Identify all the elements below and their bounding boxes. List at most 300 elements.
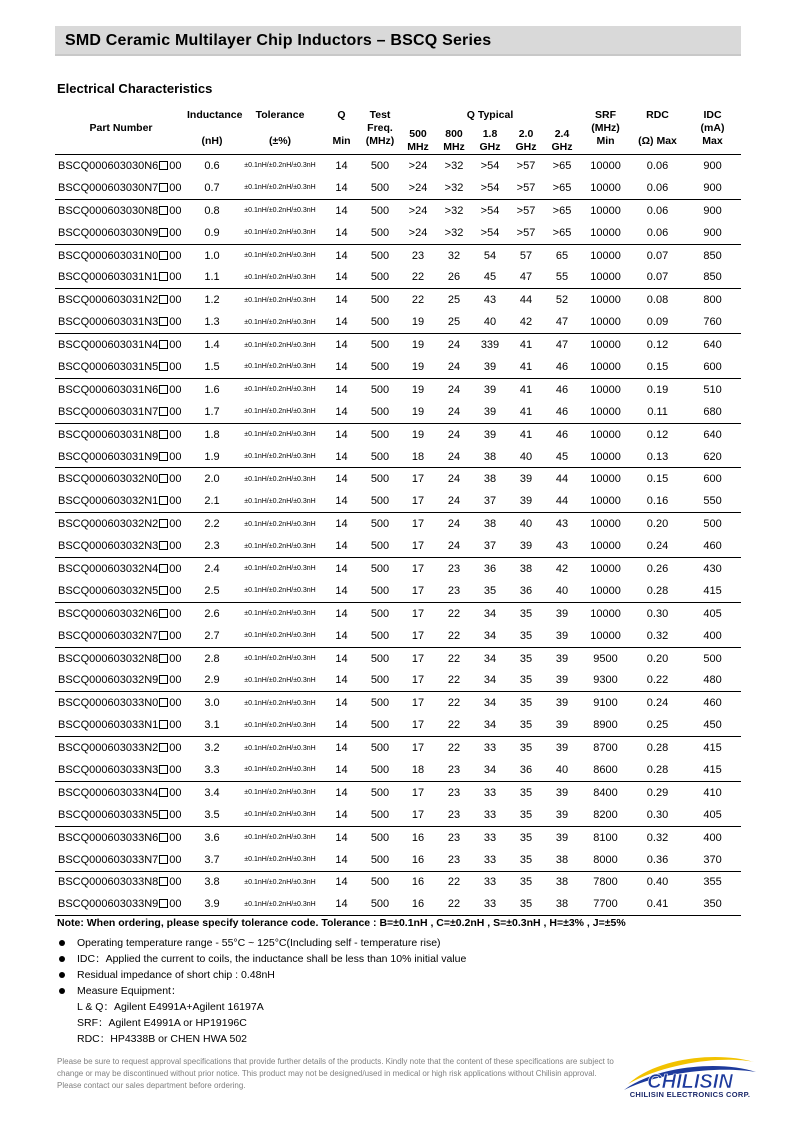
cell-q-500mhz: 17 <box>411 584 425 597</box>
cell-q-2-0ghz: 35 <box>519 697 533 710</box>
cell-q-800mhz: 26 <box>447 271 461 284</box>
cell-idc: 640 <box>703 428 722 441</box>
part-number-prefix: BSCQ000603033N8 <box>58 876 159 889</box>
cell-rdc: 0.28 <box>646 763 669 776</box>
cell-idc: 600 <box>703 360 722 373</box>
cell-inductance: 1.4 <box>204 339 220 352</box>
cell-q-min: 14 <box>335 652 348 665</box>
cell-q-1-8ghz: 38 <box>483 450 497 463</box>
cell-part-number <box>55 849 187 871</box>
cell-q-min: 14 <box>335 808 348 821</box>
cell-part-number <box>55 781 187 803</box>
part-number-suffix: 00 <box>169 876 182 889</box>
cell-q-800mhz: 23 <box>447 562 461 575</box>
cell-srf: 10000 <box>590 428 621 441</box>
cell-inductance: 1.5 <box>204 360 220 373</box>
cell-q-500mhz: 17 <box>411 473 425 486</box>
cell-q-800mhz: 22 <box>447 876 461 889</box>
cell-q-1-8ghz: 40 <box>483 316 497 329</box>
cell-q-1-8ghz: 38 <box>483 473 497 486</box>
cell-part-number <box>55 423 187 445</box>
cell-q-500mhz: 19 <box>411 383 425 396</box>
cell-idc: 415 <box>703 584 722 597</box>
cell-q-1-8ghz: 54 <box>483 249 497 262</box>
cell-tolerance: ±0.1nH/±0.2nH/±0.3nH <box>244 834 316 842</box>
bullet-measure-equipment: Measure Equipment： <box>57 983 466 999</box>
header-srf: SRF (MHz) Min <box>591 109 620 147</box>
cell-idc: 640 <box>703 339 722 352</box>
cell-q-2-4ghz: 46 <box>555 383 569 396</box>
cell-q-800mhz: 25 <box>447 294 461 307</box>
table-body <box>55 155 741 916</box>
cell-q-500mhz: >24 <box>408 159 428 172</box>
cell-q-min: 14 <box>335 831 348 844</box>
cell-srf: 10000 <box>590 204 621 217</box>
cell-test-freq: 500 <box>370 450 390 463</box>
cell-q-2-0ghz: 57 <box>519 249 533 262</box>
part-number-suffix: 00 <box>169 271 182 284</box>
cell-q-500mhz: 17 <box>411 742 425 755</box>
cell-q-1-8ghz: 34 <box>483 763 497 776</box>
part-number-suffix: 00 <box>169 181 182 194</box>
cell-q-2-4ghz: 39 <box>555 808 569 821</box>
part-number-suffix: 00 <box>169 853 182 866</box>
cell-idc: 620 <box>703 450 722 463</box>
cell-srf: 8000 <box>593 853 618 866</box>
cell-rdc: 0.29 <box>646 786 669 799</box>
cell-srf: 8600 <box>593 763 618 776</box>
cell-idc: 500 <box>703 652 722 665</box>
cell-q-1-8ghz: 33 <box>483 742 497 755</box>
cell-part-number <box>55 647 187 669</box>
cell-q-2-4ghz: 42 <box>555 562 569 575</box>
cell-rdc: 0.22 <box>646 674 669 687</box>
header-tolerance: Tolerance (±%) <box>255 109 305 147</box>
part-number-suffix: 00 <box>169 294 182 307</box>
cell-test-freq: 500 <box>370 360 390 373</box>
tolerance-code-box-icon <box>159 407 168 416</box>
cell-q-500mhz: 22 <box>411 294 425 307</box>
cell-rdc: 0.30 <box>646 808 669 821</box>
cell-part-number <box>55 446 187 468</box>
cell-idc: 430 <box>703 562 722 575</box>
table-row <box>55 669 741 691</box>
part-number-prefix: BSCQ000603032N6 <box>58 607 159 620</box>
cell-q-min: 14 <box>335 316 348 329</box>
cell-q-1-8ghz: 39 <box>483 383 497 396</box>
cell-q-500mhz: 19 <box>411 360 425 373</box>
table-row <box>55 446 741 468</box>
chilisin-logo <box>620 1050 760 1110</box>
cell-q-800mhz: 25 <box>447 316 461 329</box>
cell-test-freq: 500 <box>370 405 390 418</box>
cell-inductance: 3.0 <box>204 697 220 710</box>
part-number-prefix: BSCQ000603031N5 <box>58 360 159 373</box>
cell-rdc: 0.28 <box>646 584 669 597</box>
cell-q-800mhz: 23 <box>447 786 461 799</box>
cell-srf: 9500 <box>593 652 618 665</box>
part-number-prefix: BSCQ000603033N1 <box>58 719 159 732</box>
cell-q-2-0ghz: 40 <box>519 450 533 463</box>
table-row <box>55 602 741 624</box>
cell-srf: 10000 <box>590 607 621 620</box>
cell-idc: 400 <box>703 831 722 844</box>
cell-q-2-4ghz: 47 <box>555 339 569 352</box>
cell-q-min: 14 <box>335 719 348 732</box>
cell-srf: 10000 <box>590 249 621 262</box>
cell-part-number <box>55 378 187 400</box>
cell-test-freq: 500 <box>370 473 390 486</box>
cell-q-1-8ghz: 37 <box>483 540 497 553</box>
table-row <box>55 311 741 333</box>
part-number-prefix: BSCQ000603030N6 <box>58 159 159 172</box>
cell-tolerance: ±0.1nH/±0.2nH/±0.3nH <box>244 520 316 528</box>
cell-q-500mhz: 17 <box>411 607 425 620</box>
cell-idc: 760 <box>703 316 722 329</box>
bullet-dot-icon <box>59 940 65 946</box>
table-row <box>55 535 741 557</box>
cell-q-800mhz: >32 <box>444 181 464 194</box>
cell-test-freq: 500 <box>370 674 390 687</box>
part-number-prefix: BSCQ000603031N0 <box>58 249 159 262</box>
cell-test-freq: 500 <box>370 652 390 665</box>
cell-idc: 550 <box>703 495 722 508</box>
cell-inductance: 2.7 <box>204 629 220 642</box>
cell-q-800mhz: 24 <box>447 405 461 418</box>
part-number-suffix: 00 <box>169 518 182 531</box>
cell-test-freq: 500 <box>370 607 390 620</box>
cell-q-min: 14 <box>335 159 348 172</box>
cell-q-2-4ghz: 46 <box>555 405 569 418</box>
part-number-prefix: BSCQ000603033N4 <box>58 786 159 799</box>
cell-q-min: 14 <box>335 763 348 776</box>
cell-q-2-4ghz: 39 <box>555 786 569 799</box>
cell-tolerance: ±0.1nH/±0.2nH/±0.3nH <box>244 542 316 550</box>
cell-q-min: 14 <box>335 294 348 307</box>
cell-q-800mhz: 22 <box>447 719 461 732</box>
cell-srf: 10000 <box>590 226 621 239</box>
tolerance-code-box-icon <box>159 496 168 505</box>
cell-q-2-0ghz: 41 <box>519 405 533 418</box>
header-q-2-0ghz: 2.0 GHz <box>515 128 537 153</box>
cell-test-freq: 500 <box>370 159 390 172</box>
cell-idc: 400 <box>703 629 722 642</box>
cell-test-freq: 500 <box>370 719 390 732</box>
table-row <box>55 289 741 311</box>
tolerance-code-box-icon <box>159 877 168 886</box>
cell-idc: 405 <box>703 808 722 821</box>
cell-rdc: 0.06 <box>646 159 669 172</box>
electrical-characteristics-table <box>55 103 741 916</box>
cell-q-800mhz: >32 <box>444 204 464 217</box>
cell-inductance: 3.8 <box>204 876 220 889</box>
cell-srf: 10000 <box>590 495 621 508</box>
table-row <box>55 222 741 244</box>
cell-q-2-4ghz: 65 <box>555 249 569 262</box>
cell-idc: 900 <box>703 226 722 239</box>
cell-srf: 10000 <box>590 405 621 418</box>
bullet-idc: IDC：Applied the current to coils, the inductance shall be less than 10% initial value <box>57 951 466 967</box>
company-name: CHILISIN ELECTRONICS CORP. <box>629 1090 751 1099</box>
cell-q-500mhz: 17 <box>411 562 425 575</box>
tolerance-code-box-icon <box>159 317 168 326</box>
table-row <box>55 826 741 848</box>
cell-q-800mhz: 24 <box>447 518 461 531</box>
header-idc: IDC (mA) Max <box>700 109 725 147</box>
part-number-suffix: 00 <box>169 226 182 239</box>
cell-idc: 350 <box>703 898 722 911</box>
cell-q-2-0ghz: 40 <box>519 518 533 531</box>
part-number-prefix: BSCQ000603032N7 <box>58 629 159 642</box>
tolerance-code-box-icon <box>159 720 168 729</box>
cell-srf: 10000 <box>590 339 621 352</box>
cell-q-500mhz: 19 <box>411 428 425 441</box>
part-number-prefix: BSCQ000603030N7 <box>58 181 159 194</box>
cell-part-number <box>55 177 187 199</box>
cell-rdc: 0.24 <box>646 540 669 553</box>
tolerance-code-box-icon <box>159 183 168 192</box>
cell-inductance: 3.1 <box>204 719 220 732</box>
part-number-prefix: BSCQ000603032N4 <box>58 562 159 575</box>
cell-q-min: 14 <box>335 518 348 531</box>
tolerance-code-box-icon <box>159 698 168 707</box>
cell-srf: 8200 <box>593 808 618 821</box>
cell-q-500mhz: 17 <box>411 808 425 821</box>
bullet-dot-icon <box>59 956 65 962</box>
cell-tolerance: ±0.1nH/±0.2nH/±0.3nH <box>244 229 316 237</box>
cell-q-800mhz: 24 <box>447 495 461 508</box>
cell-q-500mhz: 19 <box>411 316 425 329</box>
cell-q-500mhz: 17 <box>411 495 425 508</box>
part-number-suffix: 00 <box>169 428 182 441</box>
cell-q-2-4ghz: 38 <box>555 876 569 889</box>
table-row <box>55 737 741 759</box>
cell-q-800mhz: 23 <box>447 808 461 821</box>
cell-test-freq: 500 <box>370 540 390 553</box>
cell-inductance: 0.7 <box>204 181 220 194</box>
cell-tolerance: ±0.1nH/±0.2nH/±0.3nH <box>244 475 316 483</box>
cell-inductance: 1.2 <box>204 294 220 307</box>
cell-idc: 900 <box>703 159 722 172</box>
cell-part-number <box>55 222 187 244</box>
part-number-suffix: 00 <box>169 742 182 755</box>
cell-q-1-8ghz: 34 <box>483 607 497 620</box>
cell-q-2-0ghz: 42 <box>519 316 533 329</box>
cell-srf: 8900 <box>593 719 618 732</box>
cell-test-freq: 500 <box>370 763 390 776</box>
cell-q-800mhz: >32 <box>444 159 464 172</box>
part-number-suffix: 00 <box>169 450 182 463</box>
disclaimer: Please be sure to request approval specifications that provide further details of the products. Kindly note that the content of these specifications are subject to change or may be discontinued without prior notice. This product may not be designed/used in medical or high risk applications without Chilisin approval. Please contact our sales department before ordering. <box>57 1057 614 1090</box>
cell-part-number <box>55 155 187 177</box>
cell-q-min: 14 <box>335 540 348 553</box>
cell-idc: 500 <box>703 518 722 531</box>
cell-q-500mhz: 17 <box>411 652 425 665</box>
cell-srf: 9300 <box>593 674 618 687</box>
table-row <box>55 759 741 781</box>
cell-q-800mhz: 22 <box>447 898 461 911</box>
cell-part-number <box>55 625 187 647</box>
bullet-residual-impedance: Residual impedance of short chip : 0.48nH <box>57 967 466 983</box>
cell-q-2-4ghz: 39 <box>555 831 569 844</box>
table-row <box>55 692 741 714</box>
cell-tolerance: ±0.1nH/±0.2nH/±0.3nH <box>244 497 316 505</box>
cell-q-1-8ghz: >54 <box>480 226 500 239</box>
header-q-1-8ghz: 1.8 GHz <box>479 128 501 153</box>
header-part-number: Part Number <box>89 122 153 134</box>
cell-inductance: 1.1 <box>204 271 220 284</box>
table-row <box>55 155 741 177</box>
cell-q-min: 14 <box>335 876 348 889</box>
tolerance-code-box-icon <box>159 631 168 640</box>
bullet-dot-icon <box>59 988 65 994</box>
part-number-prefix: BSCQ000603033N7 <box>58 853 159 866</box>
cell-part-number <box>55 266 187 288</box>
tolerance-code-box-icon <box>159 161 168 170</box>
cell-srf: 10000 <box>590 159 621 172</box>
cell-rdc: 0.15 <box>646 360 669 373</box>
cell-q-2-4ghz: 44 <box>555 495 569 508</box>
cell-idc: 850 <box>703 271 722 284</box>
cell-q-min: 14 <box>335 853 348 866</box>
cell-rdc: 0.41 <box>646 898 669 911</box>
cell-part-number <box>55 602 187 624</box>
cell-tolerance: ±0.1nH/±0.2nH/±0.3nH <box>244 610 316 618</box>
cell-q-800mhz: 23 <box>447 584 461 597</box>
cell-inductance: 0.9 <box>204 226 220 239</box>
cell-q-1-8ghz: 35 <box>483 584 497 597</box>
cell-srf: 10000 <box>590 360 621 373</box>
tolerance-code-box-icon <box>159 272 168 281</box>
cell-q-2-0ghz: 35 <box>519 831 533 844</box>
cell-part-number <box>55 468 187 490</box>
cell-q-500mhz: 22 <box>411 271 425 284</box>
cell-inductance: 0.8 <box>204 204 220 217</box>
cell-tolerance: ±0.1nH/±0.2nH/±0.3nH <box>244 162 316 170</box>
table-row <box>55 647 741 669</box>
cell-rdc: 0.30 <box>646 607 669 620</box>
logo-wordmark: CHILISIN <box>647 1071 733 1093</box>
tolerance-code-box-icon <box>159 541 168 550</box>
cell-inductance: 1.8 <box>204 428 220 441</box>
cell-rdc: 0.07 <box>646 271 669 284</box>
cell-srf: 10000 <box>590 181 621 194</box>
cell-q-500mhz: 19 <box>411 339 425 352</box>
cell-srf: 10000 <box>590 562 621 575</box>
cell-rdc: 0.25 <box>646 719 669 732</box>
cell-q-1-8ghz: 33 <box>483 786 497 799</box>
cell-q-500mhz: >24 <box>408 226 428 239</box>
cell-q-800mhz: 24 <box>447 383 461 396</box>
cell-q-800mhz: 22 <box>447 742 461 755</box>
cell-idc: 410 <box>703 786 722 799</box>
cell-q-2-4ghz: 43 <box>555 518 569 531</box>
cell-rdc: 0.40 <box>646 876 669 889</box>
cell-inductance: 3.3 <box>204 763 220 776</box>
part-number-suffix: 00 <box>169 249 182 262</box>
cell-srf: 10000 <box>590 383 621 396</box>
cell-q-2-0ghz: 38 <box>519 562 533 575</box>
cell-idc: 450 <box>703 719 722 732</box>
cell-srf: 10000 <box>590 271 621 284</box>
cell-part-number <box>55 558 187 580</box>
table-row <box>55 804 741 826</box>
cell-q-500mhz: 17 <box>411 786 425 799</box>
cell-q-min: 14 <box>335 405 348 418</box>
cell-q-1-8ghz: >54 <box>480 204 500 217</box>
cell-q-2-4ghz: 55 <box>555 271 569 284</box>
cell-q-800mhz: 22 <box>447 674 461 687</box>
part-number-prefix: BSCQ000603031N2 <box>58 294 159 307</box>
part-number-suffix: 00 <box>169 674 182 687</box>
table-row <box>55 266 741 288</box>
table-row <box>55 893 741 915</box>
cell-q-1-8ghz: >54 <box>480 181 500 194</box>
cell-q-2-0ghz: 35 <box>519 808 533 821</box>
cell-q-2-0ghz: 35 <box>519 898 533 911</box>
cell-q-2-0ghz: 41 <box>519 383 533 396</box>
cell-test-freq: 500 <box>370 853 390 866</box>
part-number-suffix: 00 <box>169 763 182 776</box>
cell-q-1-8ghz: 36 <box>483 562 497 575</box>
tolerance-code-box-icon <box>159 586 168 595</box>
cell-inductance: 3.6 <box>204 831 220 844</box>
cell-q-800mhz: 22 <box>447 629 461 642</box>
cell-q-min: 14 <box>335 181 348 194</box>
cell-q-800mhz: >32 <box>444 226 464 239</box>
cell-rdc: 0.12 <box>646 339 669 352</box>
cell-q-2-0ghz: 35 <box>519 607 533 620</box>
part-number-suffix: 00 <box>169 697 182 710</box>
cell-part-number <box>55 580 187 602</box>
part-number-suffix: 00 <box>169 898 182 911</box>
cell-q-500mhz: 17 <box>411 540 425 553</box>
cell-inductance: 3.9 <box>204 898 220 911</box>
tolerance-code-box-icon <box>159 251 168 260</box>
cell-rdc: 0.09 <box>646 316 669 329</box>
table-row <box>55 423 741 445</box>
cell-q-2-0ghz: 41 <box>519 339 533 352</box>
tolerance-code-box-icon <box>159 609 168 618</box>
part-number-prefix: BSCQ000603031N1 <box>58 271 159 284</box>
cell-test-freq: 500 <box>370 249 390 262</box>
cell-q-2-4ghz: >65 <box>552 204 572 217</box>
part-number-prefix: BSCQ000603032N3 <box>58 540 159 553</box>
part-number-prefix: BSCQ000603031N4 <box>58 339 159 352</box>
tolerance-code-box-icon <box>159 206 168 215</box>
cell-q-800mhz: 22 <box>447 607 461 620</box>
cell-tolerance: ±0.1nH/±0.2nH/±0.3nH <box>244 252 316 259</box>
part-number-suffix: 00 <box>169 339 182 352</box>
table-row <box>55 356 741 378</box>
cell-q-800mhz: 24 <box>447 473 461 486</box>
cell-q-500mhz: 16 <box>411 853 425 866</box>
cell-q-1-8ghz: 33 <box>483 876 497 889</box>
cell-q-1-8ghz: 33 <box>483 898 497 911</box>
cell-q-500mhz: 18 <box>411 763 425 776</box>
notes-list <box>57 935 466 1047</box>
cell-srf: 8100 <box>593 831 618 844</box>
cell-q-2-0ghz: 35 <box>519 719 533 732</box>
cell-q-min: 14 <box>335 339 348 352</box>
part-number-suffix: 00 <box>169 383 182 396</box>
cell-q-min: 14 <box>335 495 348 508</box>
part-number-prefix: BSCQ000603032N2 <box>58 518 159 531</box>
cell-q-1-8ghz: 34 <box>483 652 497 665</box>
cell-test-freq: 500 <box>370 294 390 307</box>
table-row <box>55 625 741 647</box>
cell-part-number <box>55 714 187 736</box>
